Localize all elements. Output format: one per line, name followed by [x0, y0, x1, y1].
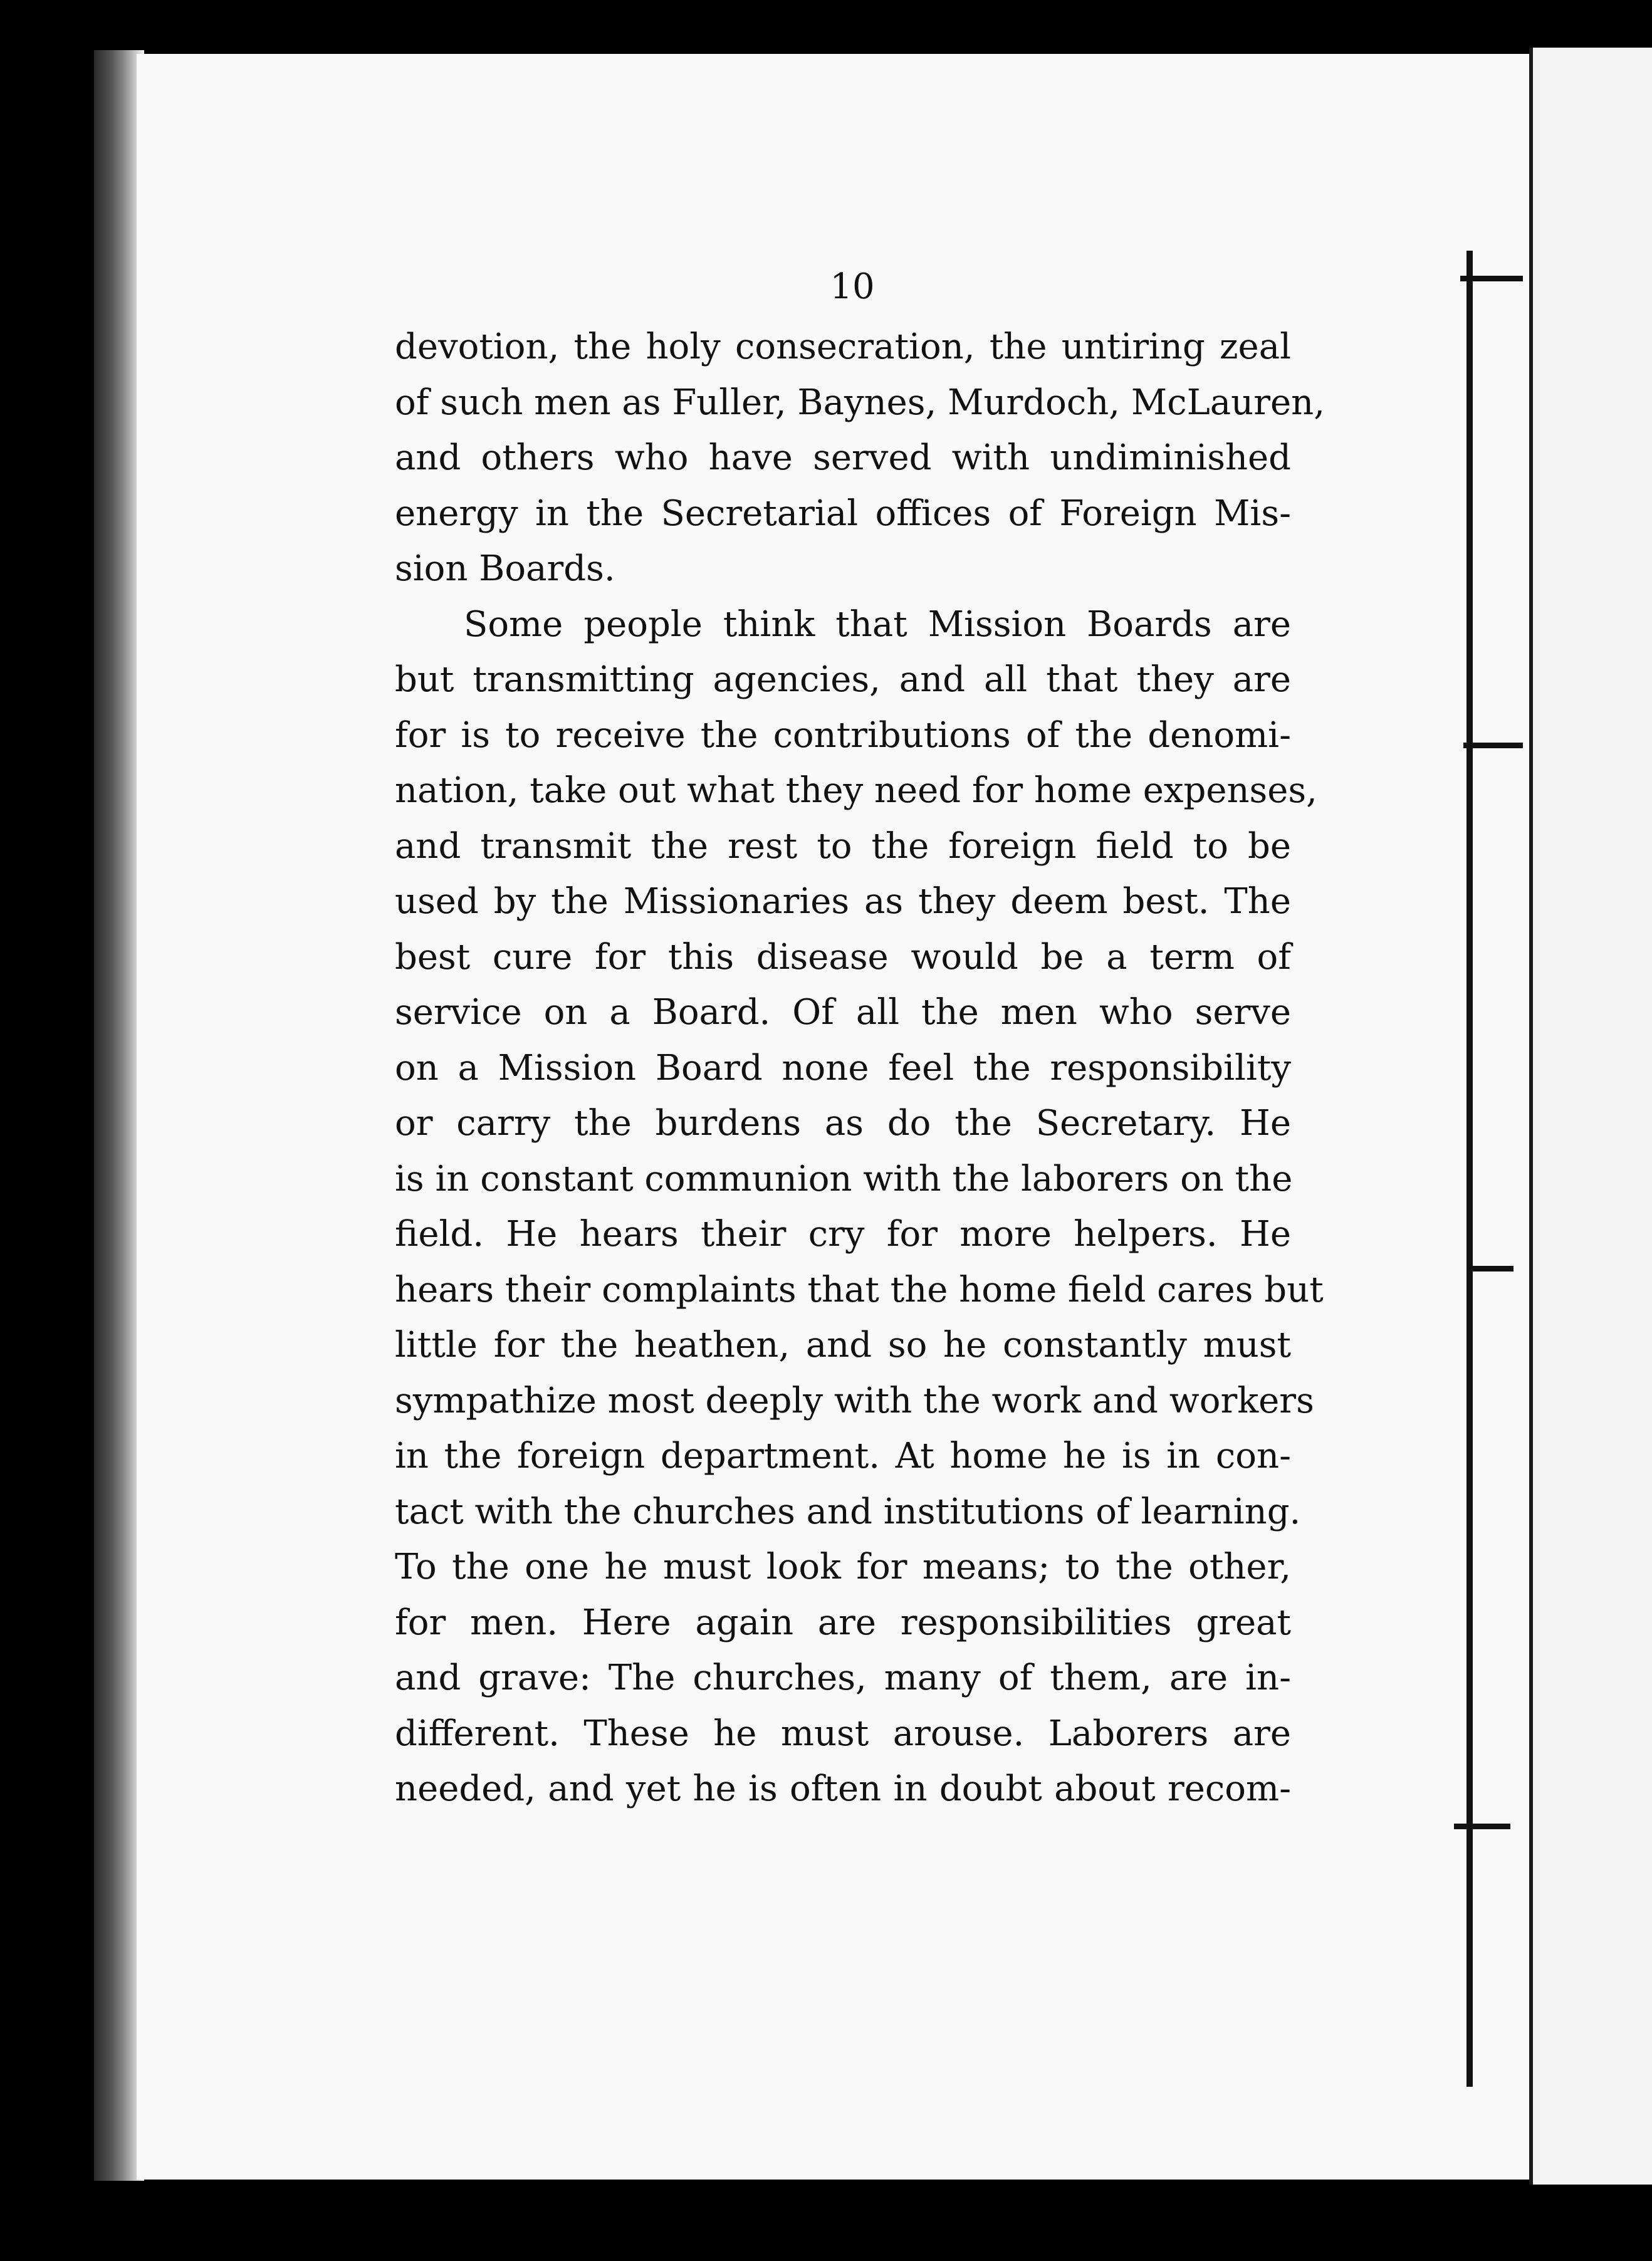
stitch-mark [1463, 743, 1523, 748]
text-line: service on a Board. Of all the men who serve [395, 992, 1291, 1033]
text-line: of such men as Fuller, Baynes, Murdoch, McLauren, [395, 382, 1325, 423]
text-line: on a Mission Board none feel the responsibility [395, 1047, 1291, 1089]
text-line: and grave: The churches, many of them, are in- [395, 1658, 1291, 1698]
paragraph-start-line: Some people think that Mission Boards are [464, 603, 1291, 645]
stitch-mark [1454, 1824, 1510, 1829]
text-line: energy in the Secretarial offices of Foreign Mis- [395, 493, 1291, 534]
text-line: for men. Here again are responsibilities great [395, 1602, 1291, 1643]
text-line: sion Boards. [395, 548, 615, 589]
text-line: To the one he must look for means; to the other, [395, 1547, 1291, 1587]
page-number: 10 [830, 266, 875, 307]
text-line: little for the heathen, and so he constantly must [395, 1325, 1291, 1365]
text-line: different. These he must arouse. Laborers are [395, 1713, 1291, 1754]
text-line: field. He hears their cry for more helpers. He [395, 1214, 1291, 1255]
body-text [395, 320, 1325, 1817]
text-line: is in constant communion with the laborers on the [395, 1158, 1293, 1199]
text-line: nation, take out what they need for home expenses, [395, 770, 1317, 811]
text-line: for is to receive the contributions of the denomi- [395, 714, 1291, 756]
text-line: hears their complaints that the home field cares but [395, 1269, 1324, 1310]
text-line: and transmit the rest to the foreign field to be [395, 825, 1291, 867]
text-line: needed, and yet he is often in doubt about recom- [395, 1768, 1291, 1809]
adjacent-page-edge [1529, 48, 1652, 2185]
text-line: and others who have served with undiminished [395, 437, 1291, 478]
stitch-mark [1460, 276, 1523, 281]
text-line: best cure for this disease would be a term of [395, 936, 1291, 978]
text-line: or carry the burdens as do the Secretary. He [395, 1103, 1291, 1144]
stitch-mark [1470, 1266, 1513, 1271]
text-line: tact with the churches and institutions of learning. [395, 1491, 1301, 1532]
text-line: in the foreign department. At home he is in con- [395, 1436, 1291, 1476]
text-line: used by the Missionaries as they deem best. The [395, 881, 1291, 922]
text-line: sympathize most deeply with the work and workers [395, 1380, 1314, 1421]
text-line: but transmitting agencies, and all that they are [395, 659, 1291, 700]
text-line: devotion, the holy consecration, the untiring zeal [395, 326, 1291, 367]
stitch-line [1466, 251, 1473, 2087]
